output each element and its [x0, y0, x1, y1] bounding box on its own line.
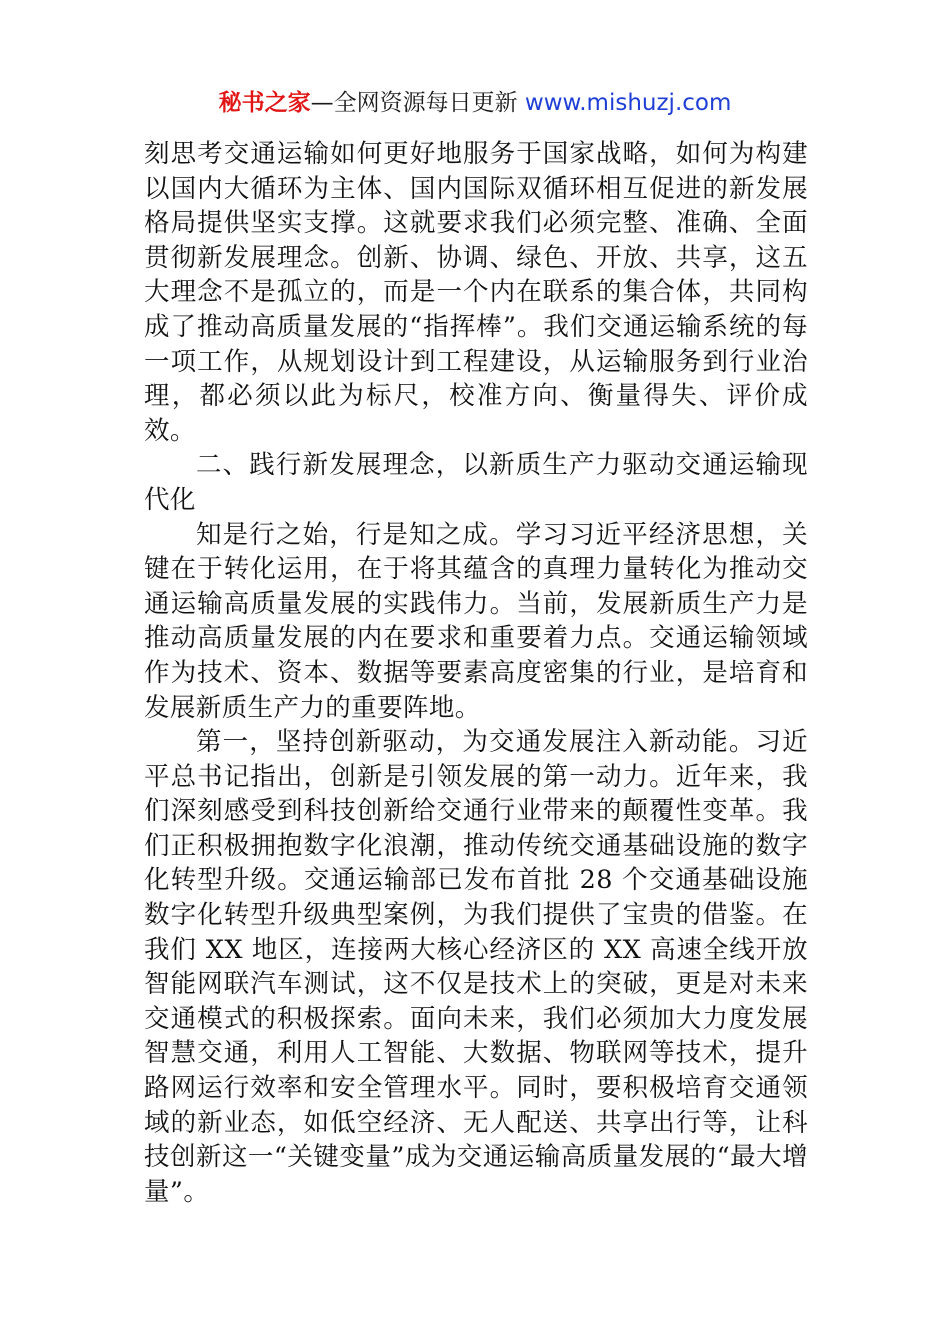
- page-header: [0, 86, 950, 120]
- body-paragraph: 知是行之始，行是知之成。学习习近平经济思想，关键在于转化运用，在于将其蕴含的真理力量转化为推动交通运输高质量发展的实践伟力。当前，发展新质生产力是推动高质量发展的内在要求和重要着力点。交通运输领域作为技术、资本、数据等要素高度密集的行业，是培育和发展新质生产力的重要阵地。: [144, 519, 808, 723]
- site-url-link[interactable]: www.mishuzj.com: [524, 90, 732, 116]
- section-heading: 二、践行新发展理念，以新质生产力驱动交通运输现代化: [144, 450, 808, 515]
- header-tagline: —全网资源每日更新: [310, 90, 525, 116]
- body-paragraph: 刻思考交通运输如何更好地服务于国家战略，如何为构建以国内大循环为主体、国内国际双循环相互促进的新发展格局提供坚实支撑。这就要求我们必须完整、准确、全面贯彻新发展理念。创新、协调、绿色、开放、共享，这五大理念不是孤立的，而是一个内在联系的集合体，共同构成了推动高质量发展的“指挥棒”。我们交通运输系统的每一项工作，从规划设计到工程建设，从运输服务到行业治理，都必须以此为标尺，校准方向、衡量得失、评价成效。: [144, 139, 808, 446]
- body-paragraph: 第一，坚持创新驱动，为交通发展注入新动能。习近平总书记指出，创新是引领发展的第一动力。近年来，我们深刻感受到科技创新给交通行业带来的颠覆性变革。我们正积极拥抱数字化浪潮，推动传统交通基础设施的数字化转型升级。交通运输部已发布首批 28 个交通基础设施数字化转型升级典型案例，为我们提供了宝贵的借鉴。在我们 XX 地区，连接两大核心经济区的 XX 高速全线开放智能网联汽车测试，这不仅是技术上的突破，更是对未来交通模式的积极探索。面向未来，我们必须加大力度发展智慧交通，利用人工智能、大数据、物联网等技术，提升路网运行效率和安全管理水平。同时，要积极培育交通领域的新业态，如低空经济、无人配送、共享出行等，让科技创新这一“关键变量”成为交通运输高质量发展的“最大增量”。: [144, 727, 808, 1207]
- brand-name: 秘书之家: [218, 90, 311, 116]
- document-body: [144, 137, 808, 1209]
